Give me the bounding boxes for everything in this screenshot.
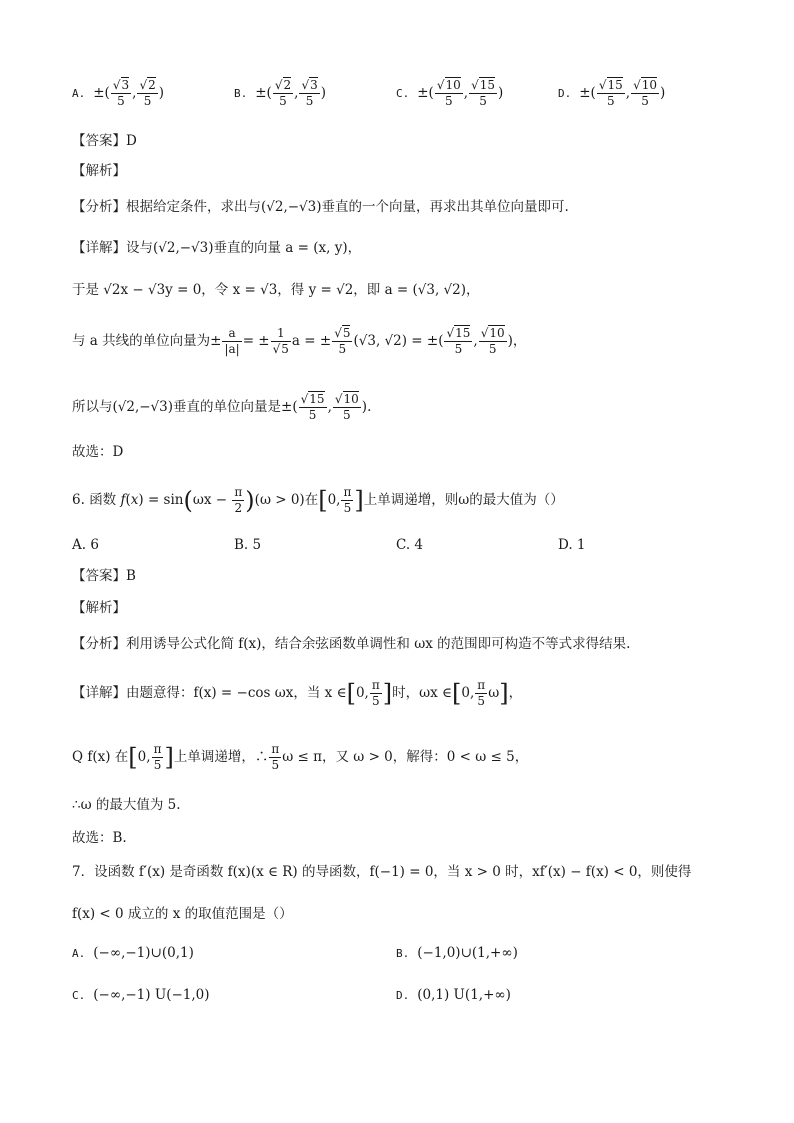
q6-option-c[interactable]: C. 4	[396, 537, 424, 553]
step-text: 与 a 共线的单位向量为	[72, 333, 211, 349]
xiangjie-tag: 【详解】	[72, 685, 126, 701]
answer-tag: 【答案】	[72, 133, 126, 149]
analysis-tag: 【解析】	[72, 163, 126, 179]
q6-fenxi	[72, 634, 630, 654]
q5-option-d[interactable]: D. ±( $\frac{√15}{5}$ , $\frac{√10}{5}$ )	[558, 78, 666, 108]
q6-analysis-tag	[72, 598, 126, 618]
option-label: C.	[72, 989, 86, 1002]
q5-choose: 故选：D	[72, 444, 124, 460]
q5-option-b[interactable]: B. ±( $\frac{√2}{5}$ , $\frac{√3}{5}$ )	[234, 78, 327, 108]
q7-stem-line1: 7．设函数 f′(x) 是奇函数 f(x)(x ∈ R) 的导函数，f(−1) = 0，当 x > 0 时，xf′(x) − f(x) < 0，则使得	[72, 864, 692, 880]
analysis-tag: 【解析】	[72, 600, 126, 616]
fenxi-text: 根据给定条件，求出与(√2,−√3)垂直的一个向量，再求出其单位向量即可.	[126, 199, 569, 215]
option-text: (−∞,−1) U(−1,0)	[93, 987, 210, 1003]
q5-answer	[72, 131, 137, 151]
option-label: D.	[558, 87, 572, 100]
stem-text: 上单调递增，则ω的最大值为（）	[363, 492, 564, 508]
q7-option-c[interactable]	[72, 987, 210, 1003]
step-text: 设与(√2,−√3)垂直的向量 a = (x, y)，	[126, 240, 362, 256]
q6-stem: 6. 函数 f(x) = sin(ωx − $\frac{\pi}{2}$ )(ω > 0)在[0, $\frac{\pi}{5}$ ]上单调递增，则ω的最大值为（）	[72, 485, 564, 515]
q7-option-a[interactable]	[72, 945, 194, 961]
q5-option-c[interactable]: C. ±( $\frac{√10}{5}$ , $\frac{√15}{5}$ )	[396, 78, 504, 108]
q5-step2: 于是 √2x − √3y = 0，令 x = √3，得 y = √2，即 a = (√3, √2)，	[72, 282, 480, 298]
fenxi-text: 利用诱导公式化简 f(x)，结合余弦函数单调性和 ωx 的范围即可构造不等式求得结果.	[126, 636, 631, 652]
fenxi-tag: 【分析】	[72, 199, 126, 215]
answer-value: D	[126, 133, 137, 149]
q5-fenxi	[72, 197, 569, 217]
fenxi-tag: 【分析】	[72, 636, 126, 652]
q6-option-a[interactable]: A. 6	[72, 537, 99, 553]
xiangjie-tag: 【详解】	[72, 240, 126, 256]
option-label: B.	[234, 87, 248, 100]
answer-tag: 【答案】	[72, 568, 126, 584]
step-text: 上单调递增，∴	[173, 749, 269, 765]
q5-xiangjie	[72, 238, 361, 258]
answer-value: B	[126, 568, 136, 584]
option-text: (−1,0)∪(1,+∞)	[417, 945, 518, 961]
q6-answer	[72, 566, 136, 586]
option-text: (0,1) U(1,+∞)	[417, 987, 511, 1003]
q6-choose: 故选：B.	[72, 830, 127, 846]
step-text: ω ≤ π，又 ω > 0，解得：0 < ω ≤ 5，	[282, 749, 529, 765]
q5-option-a[interactable]: A. ±( $\frac{√3}{5}$ , $\frac{√2}{5}$ )	[72, 78, 165, 108]
option-text: (−∞,−1)∪(0,1)	[93, 945, 194, 961]
q5-analysis-tag	[72, 161, 126, 181]
stem-text: 在	[304, 492, 319, 508]
q5-step4: 所以与(√2,−√3)垂直的单位向量是±( $\frac{√15}{5}$ , $\frac{√10}{5}$ ).	[72, 392, 372, 422]
q5-step3: 与 a 共线的单位向量为± $\frac{a}{|a|}$ = ± $\frac{1}{√5}$ a = ± $\frac{√5}{5}$ (√3, √2) = ±( $\frac{√15}{5}$ , $\frac{√10}{5}$ )，	[72, 326, 527, 356]
step-text: 所以与(√2,−√3)垂直的单位向量是	[72, 399, 282, 415]
q7-option-d[interactable]	[396, 987, 511, 1003]
q7-stem-line2: f(x) < 0 成立的 x 的取值范围是（）	[72, 906, 293, 922]
q7-option-b[interactable]	[396, 945, 518, 961]
option-label: A.	[72, 87, 86, 100]
question-number: 6.	[72, 492, 85, 508]
stem-text: 函数	[89, 492, 117, 508]
option-label: D.	[396, 989, 410, 1002]
q6-option-d[interactable]: D. 1	[558, 537, 586, 553]
option-label: A.	[72, 947, 86, 960]
step-text: Q f(x) 在	[72, 749, 129, 765]
step-text: 时，ωx ∈	[392, 685, 453, 701]
q6-step3: ∴ω 的最大值为 5.	[72, 797, 181, 813]
option-label: C.	[396, 87, 410, 100]
q6-option-b[interactable]: B. 5	[234, 537, 262, 553]
option-label: B.	[396, 947, 410, 960]
q6-step2: Q f(x) 在[0, $\frac{\pi}{5}$ ]上单调递增，∴ $\frac{\pi}{5}$ ω ≤ π，又 ω > 0，解得：0 < ω ≤ 5，	[72, 742, 529, 772]
q6-xiangjie: 【详解】由题意得：f(x) = −cos ωx，当 x ∈[0, $\frac{\pi}{5}$ ]时，ωx ∈[0, $\frac{\pi}{5}$ ω]，	[72, 678, 523, 708]
step-text: 由题意得：f(x) = −cos ωx，当	[126, 685, 321, 701]
